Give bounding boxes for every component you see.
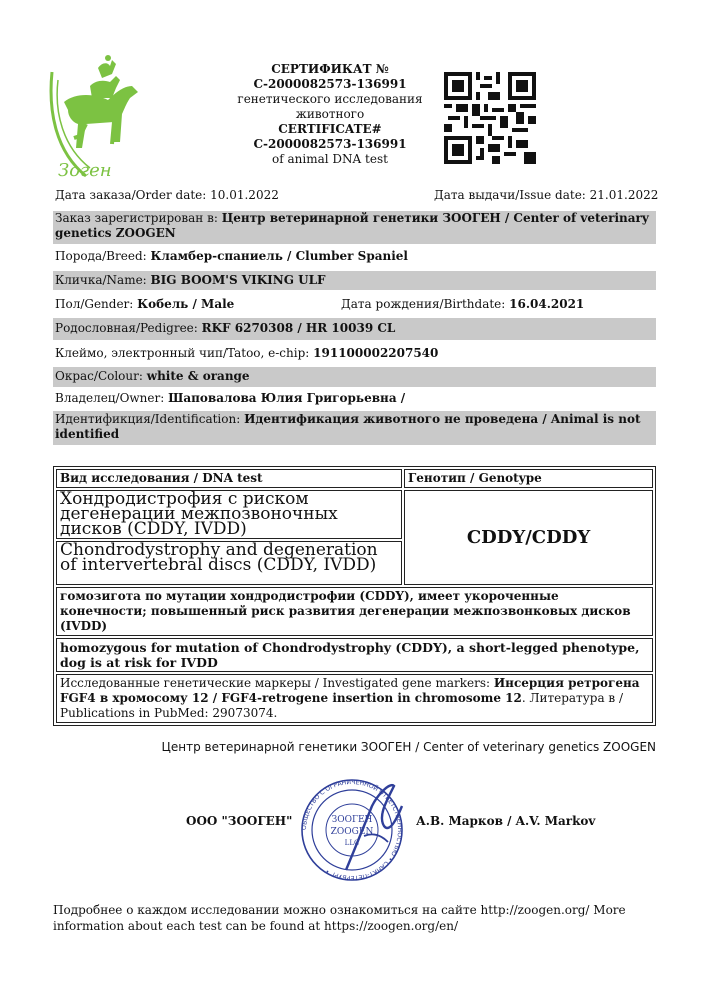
chip-row	[53, 346, 656, 363]
svg-text:ЗООГЕН: ЗООГЕН	[331, 815, 373, 825]
cert-title-ru: СЕРТИФИКАТ №	[271, 62, 389, 76]
test-name-en: Chondrodystrophy and degeneration of intervertebral discs (CDDY, IVDD)	[56, 541, 402, 585]
chip-label: Клеймо, электронный чип/Tatoo, e-chip:	[55, 346, 314, 360]
identification-row	[53, 411, 656, 445]
identification-label: Идентификция/Identification:	[55, 412, 245, 426]
gender-label: Пол/Gender:	[55, 297, 138, 311]
breed-label: Порода/Breed:	[55, 249, 151, 263]
organization-name: ООО "ЗООГЕН"	[186, 814, 293, 828]
table-header-row	[56, 469, 653, 488]
result-ru: гомозигота по мутации хондродистрофии (CDDY), имеет укороченные конечности; повышенный риск развития дегенерации межпозвонковых дисков (IVDD)	[56, 587, 653, 636]
gender-row	[53, 297, 656, 314]
header-genotype: Генотип / Genotype	[404, 469, 653, 488]
center-line: Центр ветеринарной генетики ЗООГЕН / Center of veterinary genetics ZOOGEN	[161, 740, 656, 754]
chip-value: 191100002207540	[313, 346, 439, 360]
colour-value: white & orange	[146, 369, 250, 383]
qr-code[interactable]	[444, 72, 536, 164]
pedigree-row	[53, 318, 656, 340]
pedigree-label: Родословная/Pedigree:	[55, 321, 202, 335]
more-info-text: Подробнее о каждом исследовании можно ознакомиться на сайте http://zoogen.org/ More information about each test can be found at https://zoogen.org/en/	[53, 903, 626, 933]
signer-name: А.В. Марков / A.V. Markov	[416, 814, 596, 828]
pedigree-value: RKF 6270308 / HR 10039 CL	[201, 321, 396, 335]
result-row-en	[56, 638, 653, 672]
breed-row	[53, 249, 656, 266]
birthdate-field	[341, 297, 584, 312]
owner-label: Владелец/Owner:	[55, 391, 169, 405]
genotype-result: CDDY/CDDY	[404, 490, 653, 585]
name-label: Кличка/Name:	[55, 273, 151, 287]
order-date: Дата заказа/Order date: 10.01.2022	[55, 188, 279, 202]
cert-subtitle-en: of animal DNA test	[272, 152, 388, 166]
issue-date: Дата выдачи/Issue date: 21.01.2022	[434, 188, 659, 202]
name-row	[53, 271, 656, 290]
gender-value: Кобель / Male	[137, 297, 235, 311]
registered-label: Заказ зарегистрирован в:	[55, 211, 222, 225]
header-dna-test: Вид исследования / DNA test	[56, 469, 402, 488]
test-name-ru: Хондродистрофия с риском дегенерации межпозвоночных дисков (CDDY, IVDD)	[56, 490, 402, 539]
svg-text:ОБЩЕСТВО С ОГРАНИЧЕННОЙ ОТВЕТС: ОБЩЕСТВО С ОГРАНИЧЕННОЙ ОТВЕТСТВЕННОСТЬЮ • САНКТ-ПЕТЕРБУРГ •	[300, 778, 404, 882]
test-row-ru	[56, 490, 653, 539]
colour-label: Окрас/Colour:	[55, 369, 147, 383]
identification-value: Идентификация животного не проведена / Animal is not identified	[55, 412, 641, 441]
zoogen-logo	[46, 52, 148, 186]
result-en: homozygous for mutation of Chondrodystrophy (CDDY), a short-legged phenotype, dog is at risk for IVDD	[56, 638, 653, 672]
registered-value: Центр ветеринарной генетики ЗООГЕН / Center of veterinary genetics ZOOGEN	[55, 211, 649, 240]
markers-row	[56, 674, 653, 723]
svg-text:LLC: LLC	[344, 839, 360, 847]
owner-row	[53, 391, 656, 408]
result-row-ru	[56, 587, 653, 636]
markers-value: Инсерция ретрогена FGF4 в хромосому 12 / FGF4-retrogene insertion in chromosome 12	[60, 676, 640, 705]
certificate-title	[222, 62, 438, 167]
birthdate-value: 16.04.2021	[509, 297, 585, 311]
cert-number-2: С-2000082573-136991	[253, 137, 407, 151]
svg-text:Зоген: Зоген	[58, 160, 112, 181]
svg-text:ZOOGEN: ZOOGEN	[330, 827, 374, 837]
breed-value: Кламбер-спаниель / Clumber Spaniel	[150, 249, 408, 263]
cert-subtitle-ru-1: генетического исследования	[237, 92, 423, 106]
markers-cell	[56, 674, 653, 723]
markers-label: Исследованные генетические маркеры / Investigated gene markers:	[60, 676, 494, 690]
markers-publications: . Литература в / Publications in PubMed: 29073074.	[60, 691, 624, 720]
registered-row	[53, 211, 656, 244]
name-value: BIG BOOM'S VIKING ULF	[150, 273, 326, 287]
cert-title-en: CERTIFICATE#	[278, 122, 382, 136]
cert-subtitle-ru-2: животного	[295, 107, 365, 121]
birthdate-label: Дата рождения/Birthdate:	[341, 297, 510, 311]
dna-test-table	[53, 466, 656, 726]
colour-row	[53, 367, 656, 387]
cert-number-1: С-2000082573-136991	[253, 77, 407, 91]
owner-value: Шаповалова Юлия Григорьевна /	[168, 391, 406, 405]
company-stamp	[294, 776, 410, 884]
